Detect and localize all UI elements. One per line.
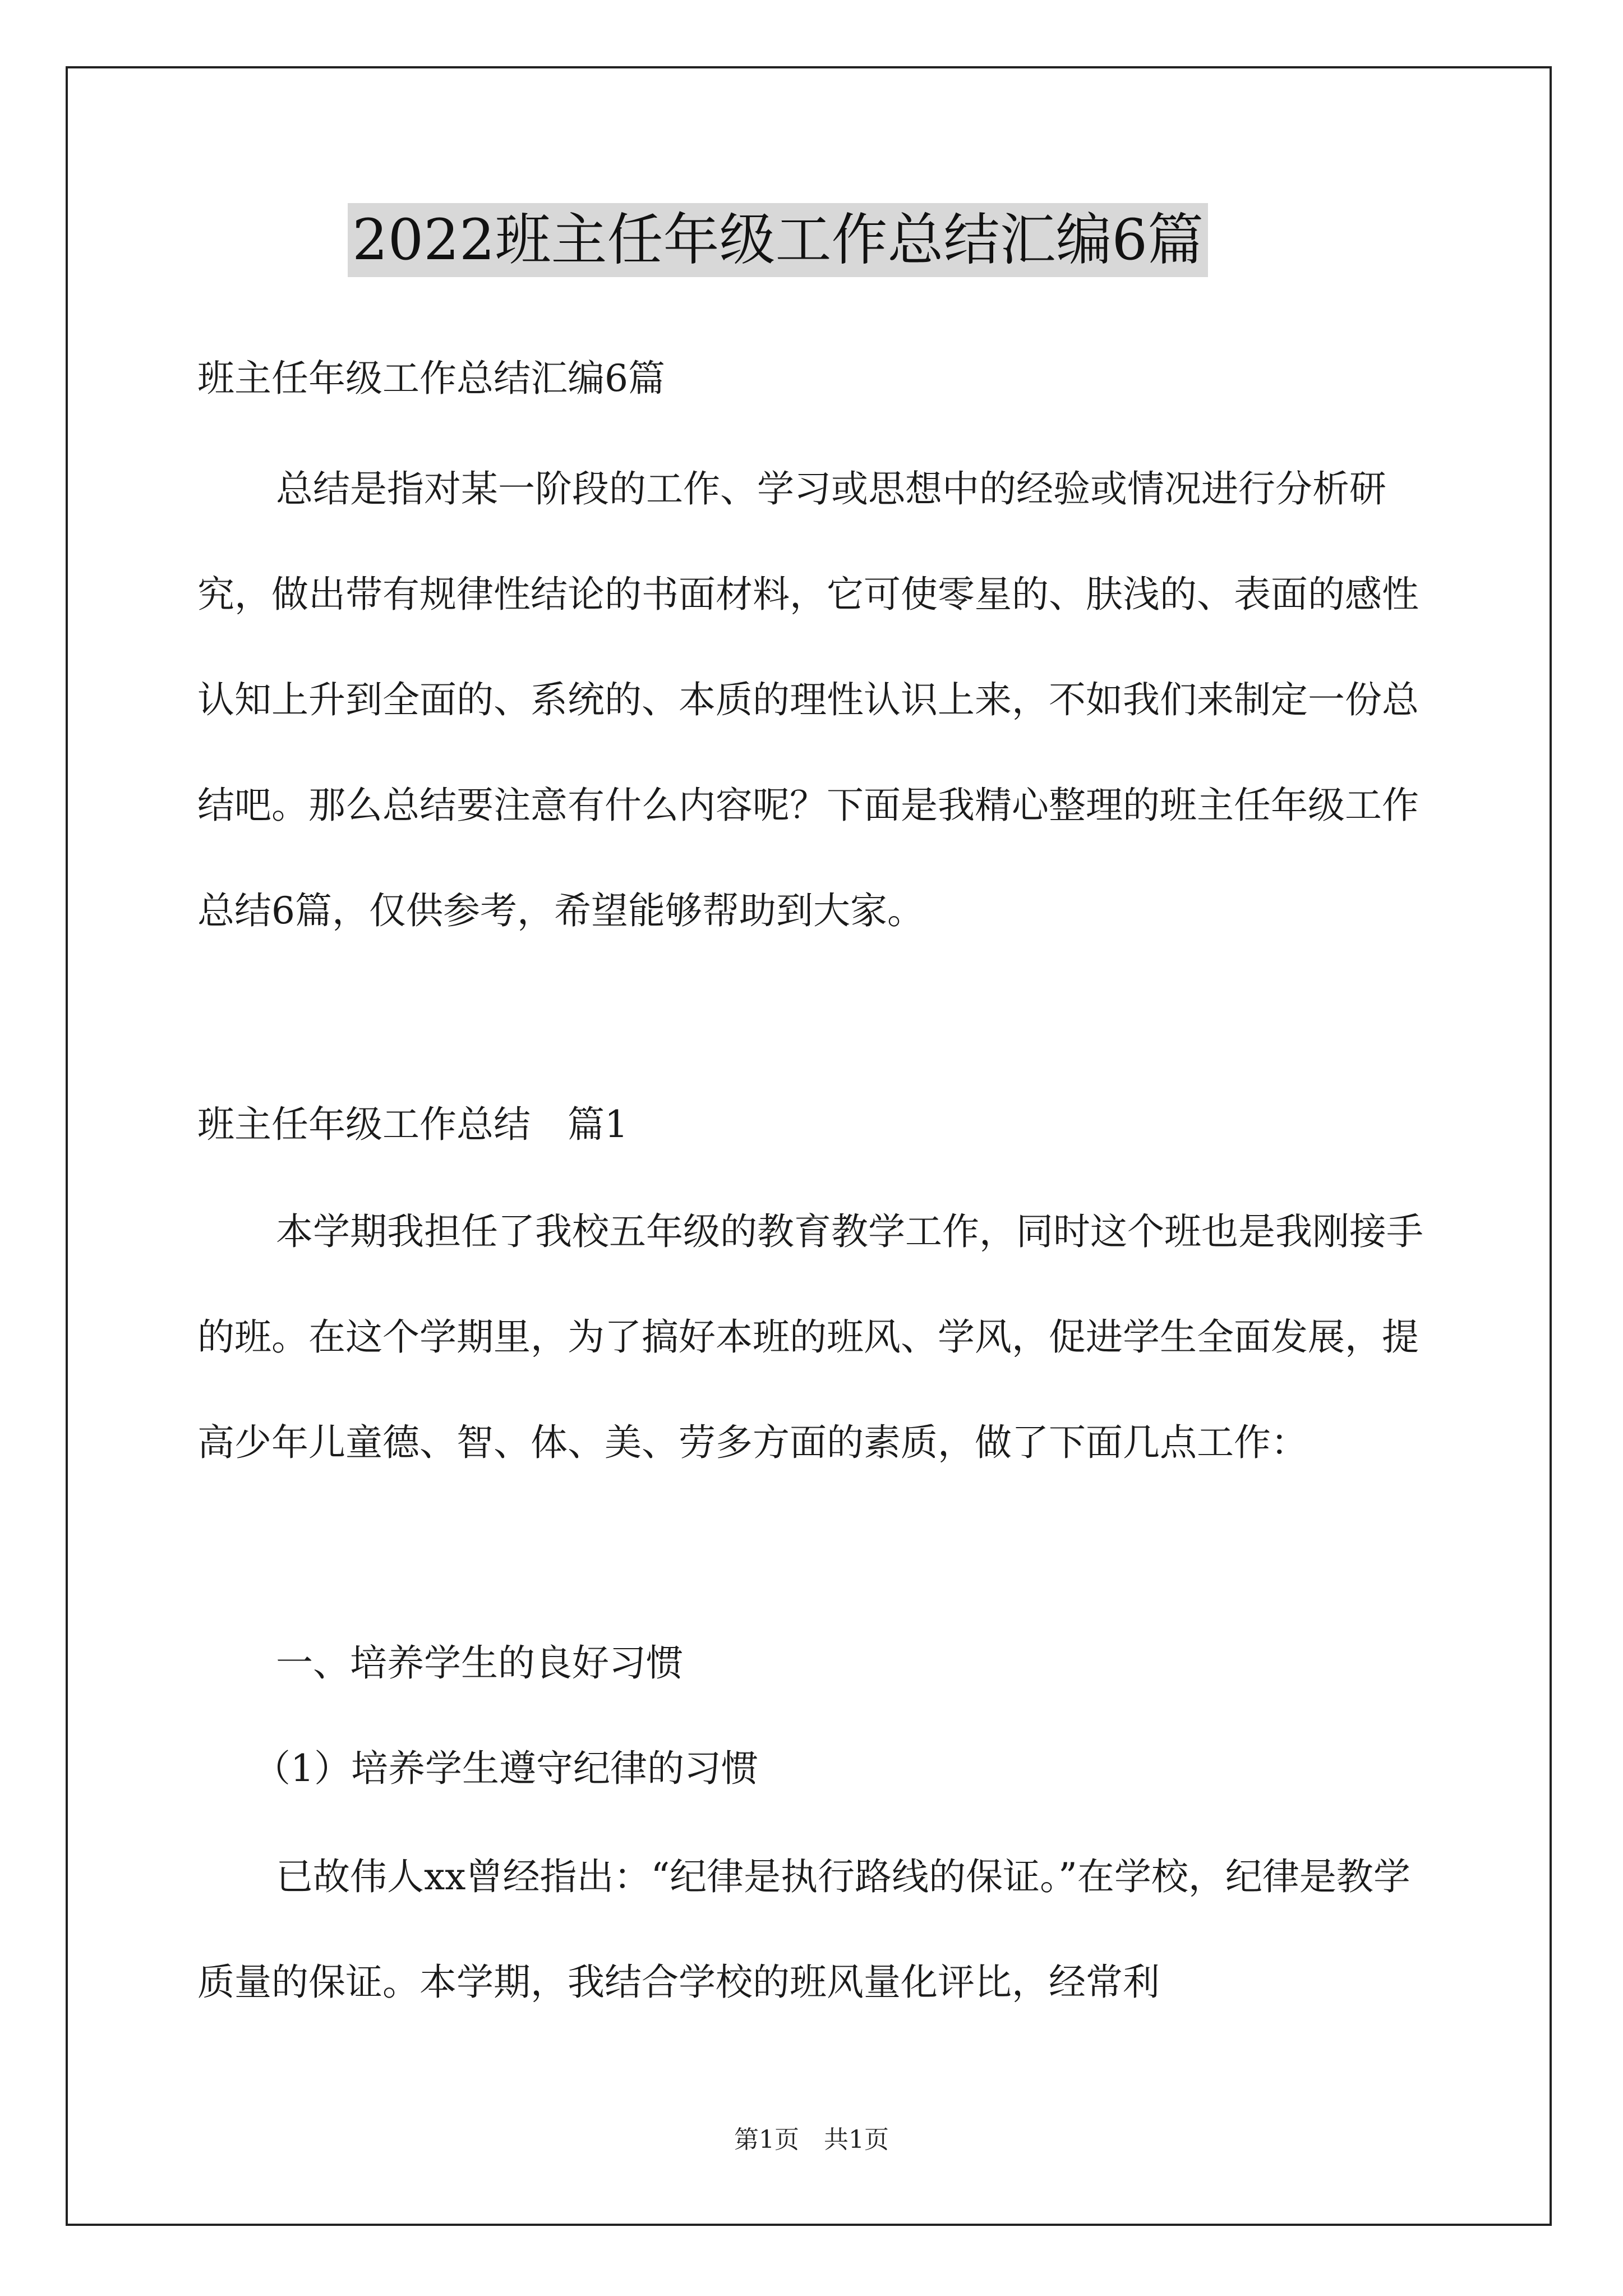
section1-paragraph-2: 已故伟人xx曾经指出：“纪律是执行路线的保证。”在学校，纪律是教学质量的保证。本学期，我结合学校的班风量化评比，经常利: [197, 1855, 1410, 2004]
heading-one: 一、培养学生的良好习惯: [276, 1641, 683, 1685]
section1-paragraph-1: 本学期我担任了我校五年级的教育教学工作，同时这个班也是我刚接手的班。在这个学期里，为了搞好本班的班风、学风，促进学生全面发展，提高少年儿童德、智、体、美、劳多方面的素质，做了下面几点工作：: [197, 1210, 1423, 1464]
page-footer: 第1页 共1页: [734, 2125, 889, 2154]
heading-one-sub: （1）培养学生遵守纪律的习惯: [253, 1747, 758, 1790]
document-title: 2022班主任年级工作总结汇编6篇: [348, 203, 1208, 277]
document-subtitle: 班主任年级工作总结汇编6篇: [197, 357, 665, 400]
section1-heading: 班主任年级工作总结 篇1: [197, 1103, 628, 1146]
intro-paragraph: 总结是指对某一阶段的工作、学习或思想中的经验或情况进行分析研究，做出带有规律性结论的书面材料，它可使零星的、肤浅的、表面的感性认知上升到全面的、系统的、本质的理性认识上来，不如我们来制定一份总结吧。那么总结要注意有什么内容呢？下面是我精心整理的班主任年级工作总结6篇，仅供参考，希望能够帮助到大家。: [197, 467, 1419, 932]
